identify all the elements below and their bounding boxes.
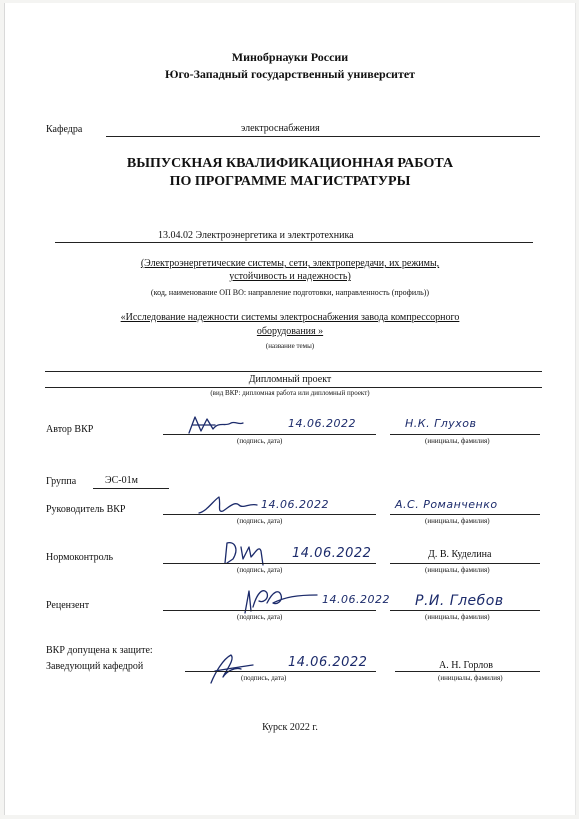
supervisor-sign-caption: (подпись, дата) bbox=[237, 517, 283, 525]
direction-code: 13.04.02 Электроэнергетика и электротехника bbox=[158, 230, 354, 241]
work-type-value: Дипломный проект bbox=[248, 374, 332, 385]
normcontrol-sign-caption: (подпись, дата) bbox=[237, 566, 283, 574]
topic-line1: «Исследование надежности системы электроснабжения завода компрессорного bbox=[120, 312, 460, 323]
topic-underline bbox=[45, 371, 542, 372]
direction-underline bbox=[55, 242, 533, 243]
department-value: электроснабжения bbox=[241, 123, 320, 134]
supervisor-name-caption: (инициалы, фамилия) bbox=[425, 517, 490, 525]
admission-sign-underline bbox=[185, 671, 376, 672]
admission-name-caption: (инициалы, фамилия) bbox=[438, 674, 503, 682]
topic-caption: (название темы) bbox=[265, 342, 315, 350]
reviewer-name-caption: (инициалы, фамилия) bbox=[425, 613, 490, 621]
group-underline bbox=[93, 488, 169, 489]
normcontrol-name: Д. В. Куделина bbox=[428, 549, 492, 560]
supervisor-date: 14.06.2022 bbox=[261, 498, 329, 511]
reviewer-signature bbox=[241, 581, 321, 617]
work-title-line2: ПО ПРОГРАММЕ МАГИСТРАТУРЫ bbox=[169, 174, 411, 189]
supervisor-name-underline bbox=[390, 514, 540, 515]
work-type-underline bbox=[45, 387, 542, 388]
profile-line1: (Электроэнергетические системы, сети, электропередачи, их режимы, bbox=[140, 258, 440, 269]
author-label: Автор ВКР bbox=[46, 424, 94, 435]
head-of-department-label: Заведующий кафедрой bbox=[46, 661, 144, 672]
supervisor-label: Руководитель ВКР bbox=[46, 504, 126, 515]
supervisor-name: А.С. Романченко bbox=[395, 498, 498, 511]
department-label: Кафедра bbox=[46, 124, 83, 135]
admission-sign-caption: (подпись, дата) bbox=[241, 674, 287, 682]
head-name: А. Н. Горлов bbox=[439, 660, 493, 671]
author-sign-underline bbox=[163, 434, 376, 435]
admission-name-underline bbox=[395, 671, 540, 672]
reviewer-sign-underline bbox=[163, 610, 376, 611]
title-page bbox=[4, 3, 576, 815]
reviewer-name-underline bbox=[390, 610, 540, 611]
author-date: 14.06.2022 bbox=[288, 417, 356, 430]
reviewer-label: Рецензент bbox=[46, 600, 90, 611]
author-name-caption: (инициалы, фамилия) bbox=[425, 437, 490, 445]
profile-line2: устойчивость и надежность) bbox=[229, 271, 351, 282]
topic-line2: оборудования » bbox=[256, 326, 324, 337]
direction-caption: (код, наименование ОП ВО: направление подготовки, направленность (профиль)) bbox=[150, 288, 430, 297]
admission-date: 14.06.2022 bbox=[288, 655, 368, 670]
normcontrol-date: 14.06.2022 bbox=[292, 546, 372, 561]
reviewer-name: Р.И. Глебов bbox=[415, 593, 504, 609]
reviewer-date: 14.06.2022 bbox=[322, 593, 390, 606]
normcontrol-label: Нормоконтроль bbox=[46, 552, 114, 563]
reviewer-sign-caption: (подпись, дата) bbox=[237, 613, 283, 621]
university-name: Юго-Западный государственный университет bbox=[164, 67, 416, 81]
supervisor-sign-underline bbox=[163, 514, 376, 515]
author-name-underline bbox=[390, 434, 540, 435]
work-title-line1: ВЫПУСКНАЯ КВАЛИФИКАЦИОННАЯ РАБОТА bbox=[126, 156, 454, 171]
author-name: Н.К. Глухов bbox=[405, 417, 477, 430]
head-signature bbox=[205, 649, 265, 689]
author-sign-caption: (подпись, дата) bbox=[237, 437, 283, 445]
group-label: Группа bbox=[46, 476, 77, 487]
normcontrol-name-caption: (инициалы, фамилия) bbox=[425, 566, 490, 574]
city-year: Курск 2022 г. bbox=[262, 722, 318, 733]
group-value: ЭС-01м bbox=[105, 475, 138, 486]
admission-label: ВКР допущена к защите: bbox=[46, 645, 153, 656]
normcontrol-name-underline bbox=[390, 563, 540, 564]
department-underline bbox=[106, 136, 540, 137]
normcontrol-sign-underline bbox=[163, 563, 376, 564]
work-type-caption: (вид ВКР: дипломная работа или дипломный проект) bbox=[210, 389, 370, 397]
ministry-name: Минобрнауки России bbox=[231, 50, 349, 64]
